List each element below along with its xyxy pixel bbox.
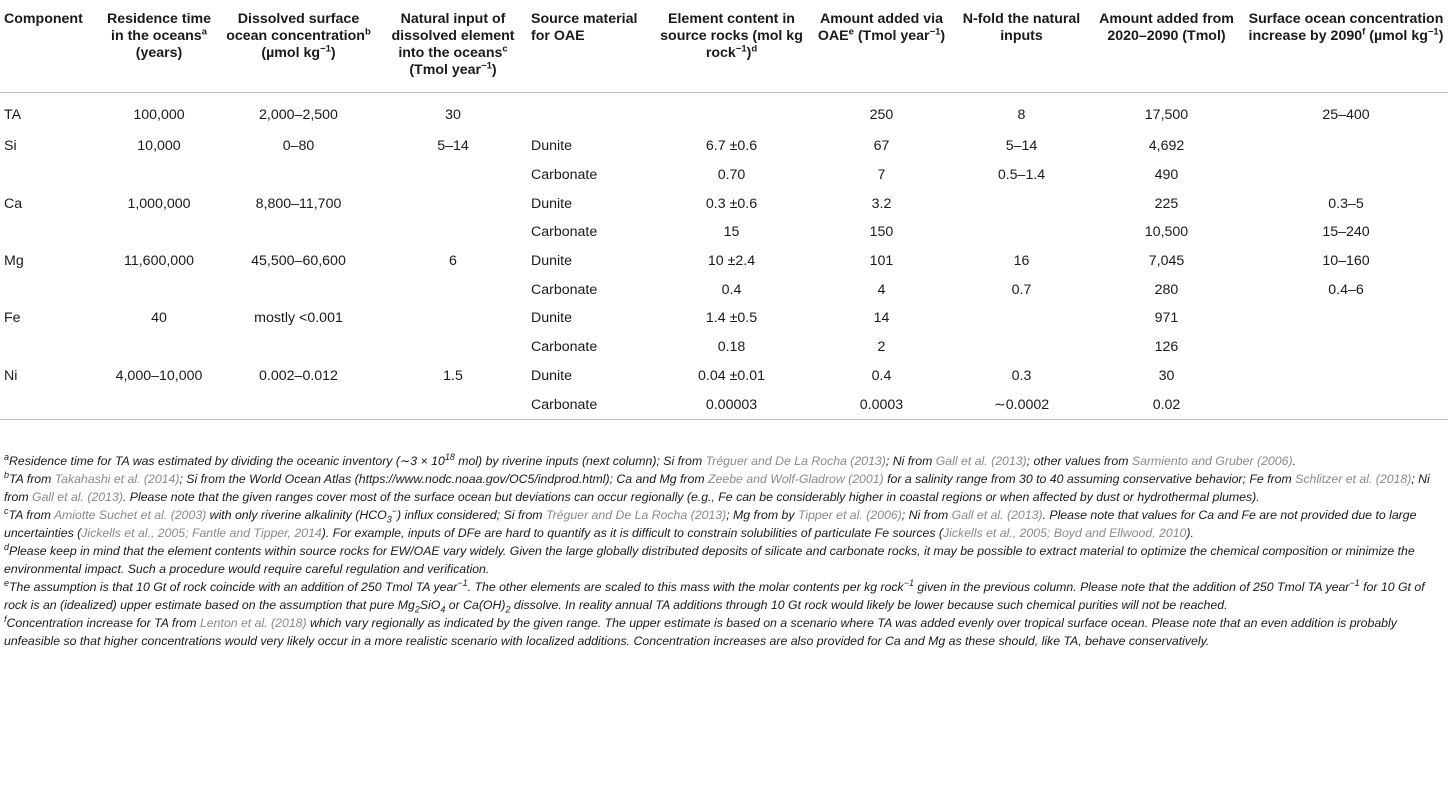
footnote-c: $^c$TA from Amiotte Suchet et al. (2003) with only riverine alkalinity $(HCO_3^-)$ influx considered; Si from Tréguer and De La Rocha (2013); Mg from by Tipper et al. (2006); Ni from Gall et al. (2013). Please note that values for Ca and Fe are not provided due to large uncertainties (Jickells et al., 2005; Fantle and Tipper, 2014). For example, inputs of DFe are hard to quantify as it is difficult to constrain solubilities of particulate Fe sources (Jickells et al., 2005; Boyd and Ellwood, 2010). [4,505,1417,540]
cell-amount-2020-2090: 971 [1154,310,1179,327]
cell-residence [100,390,218,419]
cell-source-material: Carbonate [531,281,598,298]
cell-component: Mg [4,253,24,270]
header-residence: Residence time in the oceans$^a$ (years) [100,9,218,93]
cell-residence: 40 [151,310,167,327]
cell-natural-input: 5–14 [437,138,469,155]
cell-component [0,333,100,362]
cell-natural-input: 1.5 [443,367,463,384]
cell-dissolved: 0.002–0.012 [259,367,338,384]
cell-concentration-increase [1244,161,1448,190]
cell-source-material: Carbonate [527,390,654,419]
table-row [0,132,1448,161]
cell-source-material: Dunite [531,195,573,212]
citation-link[interactable]: Takahashi et al. (2014) [54,472,180,486]
cell-component [0,275,100,304]
footnotes [4,452,1444,650]
cell-component: Ni [4,367,18,384]
cell-element-content: 0.3 ±0.6 [705,195,758,212]
cell-residence: 10,000 [137,138,181,155]
cell-n-fold [954,333,1089,362]
footnote-a: $^a$Residence time for TA was estimated by dividing the oceanic inventory (∼3 × $10^{18}$ mol) by riverine inputs (next column); Si from Tréguer and De La Rocha (2013); Ni from Gall et al. (2013); other values from Sarmiento and Gruber (2006). [4,451,1296,468]
header-source-material: Source material for OAE [527,9,654,93]
cell-amount-added: 67 [873,138,890,155]
footnote-b: $^b$TA from Takahashi et al. (2014); Si from the World Ocean Atlas (https://www.nodc.noaa.gov/OC5/indprod.html); Ca and Mg from Zeebe and Wolf-Gladrow (2001) for a salinity range from 30 to 40 assuming conservative behavior; Fe from Schlitzer et al. (2018); Ni from Gall et al. (2013). Please note that the given ranges cover most of the surface ocean but deviations can occur regionally (e.g., Fe can be considerably higher in coastal regions or when affected by dust or hydrothermal plumes). [4,469,1430,504]
cell-source-material [527,93,654,133]
table-row [0,333,1448,362]
header-dissolved: Dissolved surface ocean concentration$^b$ (µmol $kg^{-1}$) [218,9,379,93]
cell-residence [100,218,218,247]
citation-link[interactable]: Schlitzer et al. (2018) [1295,472,1412,486]
cell-natural-input [379,218,527,247]
cell-natural-input: 6 [449,253,457,270]
cell-component: Fe [4,310,21,327]
cell-component [0,218,100,247]
cell-n-fold: 16 [1013,253,1030,270]
cell-element-content: 0.04 ±0.01 [698,367,765,384]
cell-component: TA [4,106,22,123]
citation-link[interactable]: Tipper et al. (2006) [797,508,902,522]
cell-dissolved: 0–80 [282,138,315,155]
citation-link[interactable]: Zeebe and Wolf-Gladrow (2001) [708,472,884,486]
cell-source-material: Carbonate [531,224,598,241]
cell-concentration-increase: 10–160 [1322,253,1370,270]
cell-component: Ca [4,195,23,212]
header-amount-added: Amount added via OAE$^e$ (Tmol year$^{-1}$) [809,9,954,93]
cell-amount-2020-2090: 280 [1154,281,1179,298]
citation-link[interactable]: Tréguer and De La Rocha (2013) [705,454,886,468]
cell-amount-2020-2090: 0.02 [1089,390,1244,419]
header-amount-2020-2090: Amount added from 2020–2090 (Tmol) [1089,9,1244,93]
cell-dissolved: mostly <0.001 [254,310,343,327]
cell-concentration-increase [1244,304,1448,333]
cell-concentration-increase: 25–400 [1322,106,1370,123]
cell-natural-input [379,275,527,304]
cell-amount-2020-2090: 490 [1154,167,1179,184]
cell-amount-added: 4 [877,281,886,298]
cell-source-material: Dunite [531,138,573,155]
cell-amount-added: 250 [869,106,894,123]
cell-concentration-increase: 15–240 [1322,224,1370,241]
header-concentration-increase: Surface ocean concentration increase by 2090$^f$ (µmol $kg^{-1}$) [1244,9,1448,93]
table-row [0,304,1448,333]
cell-source-material: Dunite [531,367,573,384]
cell-dissolved [218,333,379,362]
cell-concentration-increase: 0.4–6 [1328,281,1364,298]
header-row [0,9,1448,93]
cell-amount-added: 0.0003 [809,390,954,419]
cell-residence [100,275,218,304]
cell-component [0,161,100,190]
citation-link[interactable]: Tréguer and De La Rocha (2013) [545,508,727,522]
cell-amount-2020-2090: 30 [1158,367,1175,384]
citation-link[interactable]: Lenton et al. (2018) [199,616,307,630]
header-component: Component [0,9,100,93]
cell-amount-2020-2090: 126 [1154,339,1179,356]
cell-natural-input: 30 [445,106,461,123]
table-row [0,275,1448,304]
header-n-fold: N-fold the natural inputs [954,9,1089,93]
cell-amount-2020-2090: 4,692 [1148,138,1185,155]
cell-element-content: 6.7 ±0.6 [705,138,758,155]
cell-n-fold: 0.5–1.4 [997,167,1046,184]
footnote-d: $^d$Please keep in mind that the element contents within source rocks for EW/OAE vary widely. Given the large globally distributed deposits of silicate and carbonate rocks, it may be possible to extract material to optimize the chemical composition or minimize the environmental impact. Such a procedure would require careful regulation and verification. [4,541,1415,576]
cell-element-content: 10 ±2.4 [707,253,756,270]
cell-concentration-increase [1244,333,1448,362]
cell-dissolved: 8,800–11,700 [255,195,342,212]
cell-amount-added: 150 [869,224,894,241]
table-row [0,189,1448,218]
cell-dissolved [218,390,379,419]
cell-element-content: 0.00003 [654,390,809,419]
cell-n-fold: 5–14 [1005,138,1038,155]
cell-dissolved: 45,500–60,600 [251,253,346,270]
cell-source-material: Dunite [531,310,573,327]
cell-element-content: 0.18 [717,339,746,356]
table-row [0,247,1448,276]
cell-n-fold: 0.3 [1011,367,1032,384]
cell-concentration-increase [1244,132,1448,161]
cell-concentration-increase [1244,390,1448,419]
cell-element-content [654,93,809,133]
citation-link[interactable]: Sarmiento and Gruber (2006) [1131,454,1293,468]
cell-concentration-increase [1244,362,1448,391]
cell-natural-input [379,189,527,218]
cell-dissolved [218,275,379,304]
cell-amount-2020-2090: 225 [1154,195,1179,212]
cell-dissolved [218,161,379,190]
footnote-f: $^f$Concentration increase for TA from Lenton et al. (2018) which vary regionally as indicated by the given range. The upper estimate is based on a scenario where TA was added evenly over tropical surface ocean. Please note that an even addition is probably unfeasible so that higher concentrations would very likely occur in a more realistic scenario with localized additions. Concentration increases are also provided for Ca and Mg as these should, like TA, behave conservatively. [4,613,1397,648]
cell-dissolved [218,218,379,247]
cell-element-content: 0.4 [721,281,742,298]
table-row [0,93,1448,133]
citation-link[interactable]: Gall et al. (2013) [32,490,123,504]
cell-natural-input [379,333,527,362]
cell-n-fold: 8 [1017,106,1026,123]
cell-natural-input [379,390,527,419]
cell-n-fold: ∼0.0002 [954,390,1089,419]
table-row [0,218,1448,247]
cell-element-content: 15 [723,224,740,241]
cell-n-fold: 0.7 [1011,281,1032,298]
footnote-e: $^e$The assumption is that 10 Gt of rock coincide with an addition of 250 Tmol TA year$^{-1}$. The other elements are scaled to this mass with the molar contents per kg rock$^{-1}$ given in the previous column. Please note that the addition of 250 Tmol TA year$^{-1}$ for 10 Gt of rock is an (idealized) upper estimate based on the assumption that pure $Mg_2SiO_4$ or $Ca(OH)_2$ dissolve. In reality annual TA additions through 10 Gt rock would likely be lower because such chemical purities will not be reached. [4,577,1425,615]
cell-dissolved: 2,000–2,500 [259,106,338,123]
cell-natural-input [379,304,527,333]
cell-n-fold [954,304,1089,333]
cell-element-content: 0.70 [717,167,746,184]
cell-residence [100,161,218,190]
cell-residence: 11,600,000 [124,253,194,270]
cell-source-material: Carbonate [531,339,598,356]
cell-element-content: 1.4 ±0.5 [705,310,758,327]
citation-link[interactable]: Amiotte Suchet et al. (2003) [53,508,207,522]
cell-residence: 1,000,000 [127,195,191,212]
data-table [0,9,1448,420]
cell-amount-added: 2 [877,339,886,356]
cell-residence [100,333,218,362]
cell-amount-2020-2090: 17,500 [1144,106,1189,123]
citation-link[interactable]: Gall et al. (2013) [935,454,1027,468]
cell-concentration-increase: 0.3–5 [1328,195,1364,212]
cell-component: Si [4,138,17,155]
table-row [0,390,1448,419]
cell-amount-added: 14 [873,310,890,327]
citation-link[interactable]: Gall et al. (2013) [951,508,1043,522]
table-row [0,161,1448,190]
cell-n-fold [954,218,1089,247]
cell-source-material: Carbonate [531,167,598,184]
cell-source-material: Dunite [531,253,573,270]
citation-link[interactable]: Jickells et al., 2005; Fantle and Tipper, 2014 [81,526,322,540]
cell-amount-added: 3.2 [871,195,892,212]
cell-amount-2020-2090: 10,500 [1144,224,1189,241]
cell-amount-added: 7 [877,167,886,184]
cell-n-fold [954,189,1089,218]
table-body [0,93,1448,420]
cell-amount-added: 101 [869,253,894,270]
cell-residence: 4,000–10,000 [115,367,203,384]
cell-residence: 100,000 [133,106,185,123]
cell-component [0,390,100,419]
cell-amount-2020-2090: 7,045 [1148,253,1185,270]
cell-natural-input [379,161,527,190]
header-natural-input: Natural input of dissolved element into the oceans$^c$ (Tmol year$^{-1}$) [379,9,527,93]
citation-link[interactable]: Jickells et al., 2005; Boyd and Ellwood, 2010 [943,526,1187,540]
cell-amount-added: 0.4 [871,367,892,384]
table-row [0,362,1448,391]
header-element-content: Element content in source rocks (mol kg rock$^{-1}$)$^d$ [654,9,809,93]
